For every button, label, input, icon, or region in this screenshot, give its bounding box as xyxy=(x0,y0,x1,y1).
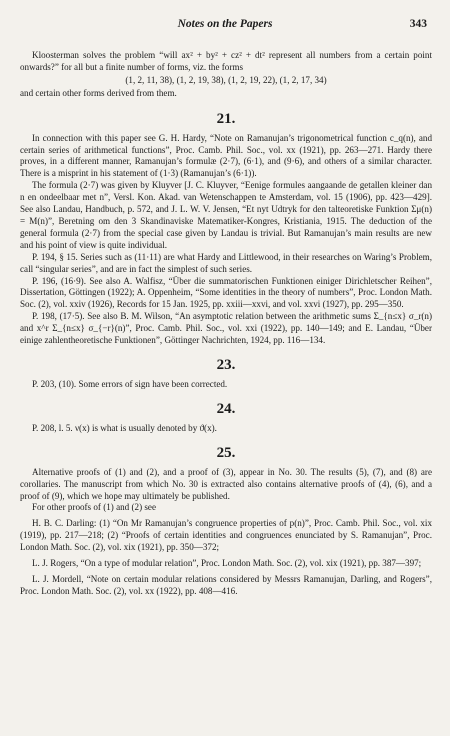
section-25-see-line: For other proofs of (1) and (2) see xyxy=(32,502,156,513)
section-25-heading: 25. xyxy=(216,444,236,461)
intro-paragraph: Kloosterman solves the problem “will ax² + by² + cz² + dt² represent all numbers from a certain point onwards?” for all but a finite number of forms, viz. the forms xyxy=(20,50,432,72)
section-24-heading: 24. xyxy=(216,400,236,417)
forms-list: (1, 2, 11, 38), (1, 2, 19, 38), (1, 2, 19, 22), (1, 2, 17, 34) xyxy=(125,74,327,85)
page-body xyxy=(20,50,432,598)
reference-item: H. B. C. Darling: (1) “On Mr Ramanujan’s congruence properties of p(n)”, Proc. Camb. Phil. Soc., vol. xix (1919), pp. 217—218; (2) “Proofs of certain identities and congruences enunciated by S. Ramanujan”, Proc. London Math. Soc. (2), vol. xix (1921), pp. 350—372; xyxy=(20,518,432,553)
running-head: Notes on the Papers xyxy=(177,18,273,30)
page-header xyxy=(0,18,450,32)
section-21-paragraph: In connection with this paper see G. H. Hardy, “Note on Ramanujan’s trigonometrical function c_q(n), and certain series of arithmetical functions”, Proc. Camb. Phil. Soc., vol. xx (1921), pp. 263—271. Hardy there proves, in a different manner, Ramanujan’s formulæ (2·7), (6·1), and (9·6), and others of a similar character. There is a misprint in his statement of (1·3) (Ramanujan’s (6·1)). xyxy=(20,132,432,179)
section-21-paragraph: P. 194, § 15. Series such as (11·11) are what Hardy and Littlewood, in their researches on Waring’s Problem, call “singular series”, and are in fact the simplest of such series. xyxy=(20,251,432,274)
section-23-heading: 23. xyxy=(216,356,236,373)
section-25-paragraph: Alternative proofs of (1) and (2), and a proof of (3), appear in No. 30. The results (5), (7), and (8) are corollaries. The manuscript from which No. 30 is extracted also contains alternative proofs of (4), (6), and a proof of (9), which we hope may ultimately be published. xyxy=(20,466,432,501)
reference-item: L. J. Mordell, “Note on certain modular relations considered by Messrs Ramanujan, Darling, and Rogers”, Proc. London Math. Soc. (2), vol. xx (1922), pp. 408—416. xyxy=(20,574,432,596)
section-24-text: P. 208, l. 5. ν(x) is what is usually denoted by ϑ(x). xyxy=(32,422,217,433)
reference-item: L. J. Rogers, “On a type of modular relation”, Proc. London Math. Soc. (2), vol. xix (1921), pp. 387—397; xyxy=(32,558,422,569)
section-23-text: P. 203, (10). Some errors of sign have been corrected. xyxy=(32,378,228,389)
section-21-paragraph: P. 196, (16·9). See also A. Walfisz, “Über die summatorischen Funktionen einiger Dirichletscher Reihen”, Dissertation, Göttingen (1922); A. Oppenheim, “Some identities in the theory of numbers”, Proc. London Math. Soc. (2), vol. xxiv (1926), Records for 15 Jan. 1925, pp. xxiii—xxvi, and vol. xxvi (1927), pp. 295—350. xyxy=(20,275,432,310)
section-21-paragraph: The formula (2·7) was given by Kluyver [J. C. Kluyver, “Eenige formules aangaande de getallen kleiner dan n en ondeelbaar met n”, Versl. Kon. Akad. van Wetenschappen te Amsterdam, vol. 15 (1906), pp. 423—429]. See also Landau, Handbuch, p. 572, and J. L. W. V. Jensen, “Et nyt Udtryk for den talteoretiske Funktion Σμ(n) = M(n)”, Beretning om den 3 Skandinaviske Matematiker-Kongres, Kristiania, 1915. The deduction of the general formula (2·7) from the special case given by Landau is trivial. But Ramanujan’s main results are new and his point of view is quite individual. xyxy=(20,180,432,250)
page-number: 343 xyxy=(409,18,427,30)
section-21-paragraph: P. 198, (17·5). See also B. M. Wilson, “An asymptotic relation between the arithmetic sums Σ_{n≤x} σ_r(n) and x^r Σ_{n≤x} σ_{−r}(n)”, Proc. Camb. Phil. Soc., vol. xxi (1922), pp. 140—149; and E. Landau, “Über einige zahlentheoretische Funktionen”, Göttinger Nachrichten, 1924, pp. 116—134. xyxy=(20,311,432,346)
section-21-heading: 21. xyxy=(216,110,236,127)
intro-tail: and certain other forms derived from them. xyxy=(20,87,177,98)
